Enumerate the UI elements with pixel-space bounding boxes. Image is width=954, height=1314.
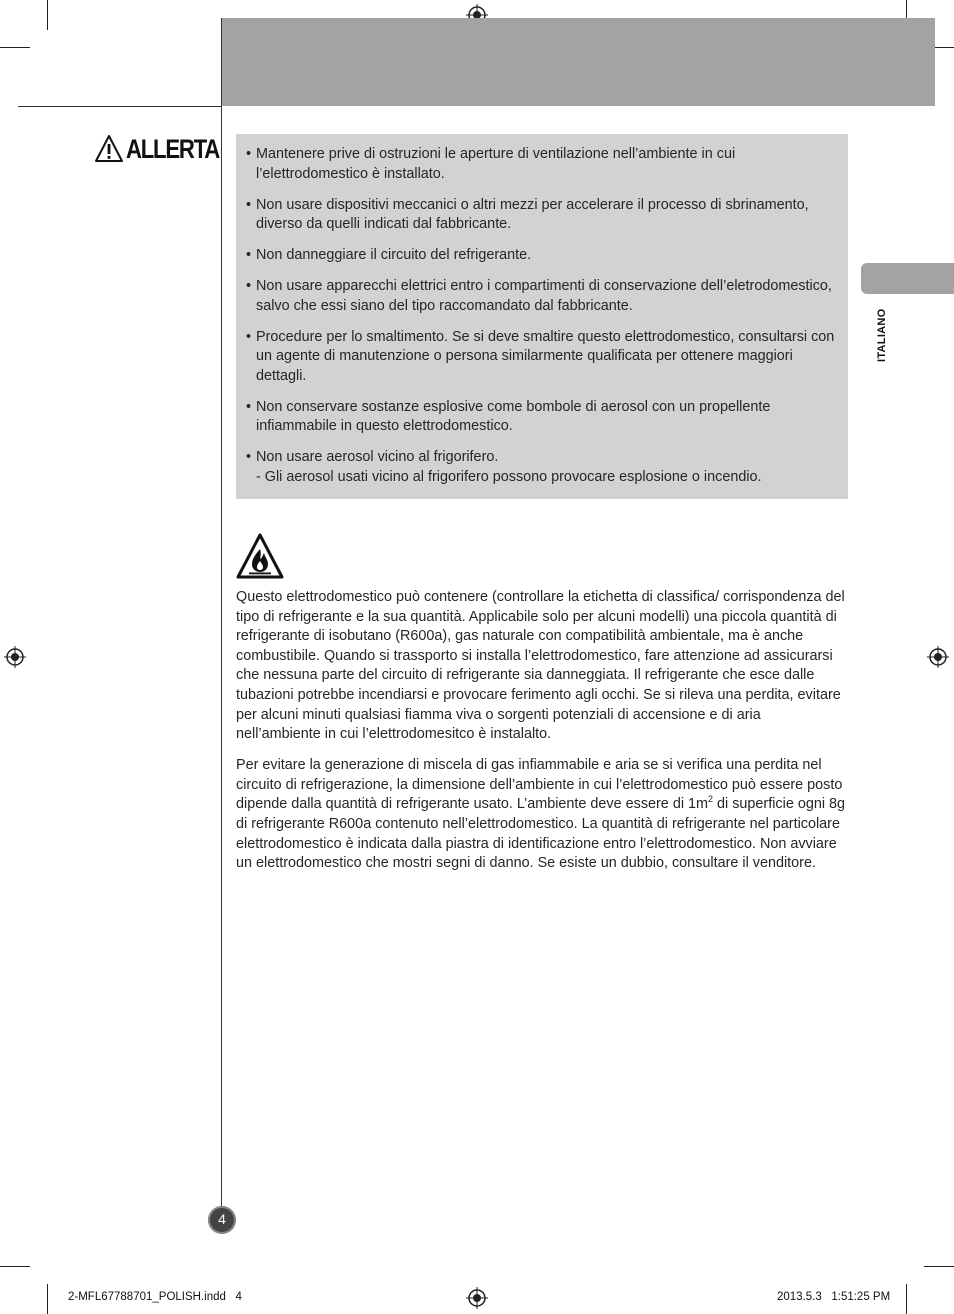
alert-title: ALLERTA [126, 134, 220, 164]
alert-subitem: - Gli aerosol usati vicino al frigorifero possono provocare esplosione o incendio. [256, 469, 762, 486]
alert-item: • Mantenere prive di ostruzioni le aperture di ventilazione nell’ambiente in cui l’elettrodomestico è installato. [246, 146, 736, 182]
crop-mark [47, 1284, 48, 1314]
registration-mark-icon [927, 646, 949, 668]
alert-item: • Non usare apparecchi elettrici entro i compartimenti di conservazione dell’eletrodomestico, salvo che essi siano del tipo raccomandato dal fabbricante. [246, 278, 832, 314]
crop-mark [0, 47, 30, 48]
crop-mark [47, 0, 48, 30]
alert-list [246, 145, 838, 488]
warning-triangle-icon [94, 134, 124, 164]
alert-heading [94, 134, 239, 164]
footer-filename: 2-MFL67788701_POLISH.indd 4 [68, 1291, 242, 1303]
language-label: ITALIANO [876, 308, 888, 362]
alert-item: • Non conservare sostanze esplosive come bombole di aerosol con un propellente infiammabile in questo elettrodomestico. [246, 398, 771, 435]
alert-item: • Procedure per lo smaltimento. Se si deve smaltire questo elettrodomestico, consultarsi con un agente di manutenzione o persona similarmente qualificata per ottenere maggiori dettagli. [246, 328, 835, 384]
alert-item: • Non danneggiare il circuito del refrigerante. [246, 247, 532, 264]
alert-item: • Non usare dispositivi meccanici o altri mezzi per accelerare il processo di sbrinamento, diverso da quelli indicati dal fabbricante. [246, 196, 809, 233]
page-number: 4 [208, 1206, 236, 1234]
refrigerant-info [236, 588, 846, 885]
alert-item: • Non usare aerosol vicino al frigorifero. - Gli aerosol usati vicino al frigorifero possono provocare esplosione o incendio. [246, 448, 838, 487]
crop-mark [0, 1266, 30, 1267]
body-paragraph: Questo elettrodomestico può contenere (controllare la etichetta di classifica/ corrispondenza del tipo di refrigerante e la sua quantità. Applicabile solo per alcuni modelli) una piccola quantità di refrigerante di isobutano (R600a), gas naturale con compatibilità ambientale, ma è anche combustibile. Quando si trassporto si installa l’elettrodomestico, fare attenzione ad assicurarsi che nessuna parte del circuito di refrigerante sia danneggiata. Il refrigerante che esce dalle tubazioni potrebbe incendiarsi e provocare ferimento agli occhi. Se si rileva una perdita, evitare per alcuni minuti qualsiasi fiamma viva o sorgenti potenziali di accensione e di aria nell’ambiente in cui l’elettrodomesitco è instalalto. [236, 589, 845, 743]
margin-rule [221, 18, 222, 1222]
alert-box [236, 134, 848, 499]
header-rule [18, 106, 222, 107]
crop-mark [906, 1284, 907, 1314]
header-band [222, 18, 935, 106]
footer-timestamp: 2013.5.3 1:51:25 PM [777, 1291, 891, 1303]
registration-mark-icon [4, 646, 26, 668]
flammable-flame-icon [236, 533, 284, 579]
superscript: 2 [708, 794, 714, 805]
body-paragraph: Per evitare la generazione di miscela di gas infiammabile e aria se si verifica una perdita nel circuito di refrigerazione, la dimensione dell’ambiente in cui l’elettrodomestico può essere posto dipende dalla quantità di refrigerante usato. L’ambiente deve essere di $1m^2$ di superficie ogni 8g di refrigerante R600a contenuto nell’elettrodomestico. La quantità di refrigerante nel particolare elettrodomestico è indicata dalla piastra di identificazione entro l’elettrodomestico. Non avviare un elettrodomestico che mostri segni di danno. Se esiste un dubbio, consultare il venditore. [236, 757, 846, 872]
language-tab [861, 263, 954, 294]
registration-mark-icon [466, 1287, 488, 1309]
crop-mark [924, 1266, 954, 1267]
